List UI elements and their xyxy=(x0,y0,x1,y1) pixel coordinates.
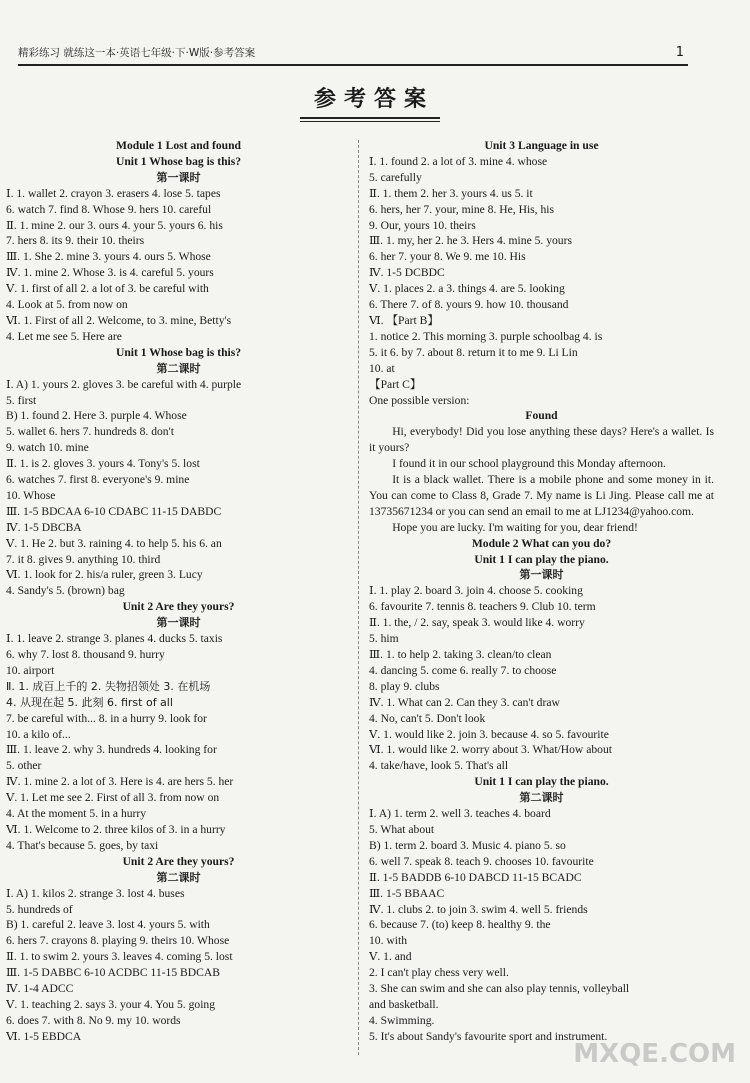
answer-line: 6. her 7. your 8. We 9. me 10. His xyxy=(369,250,526,264)
answer-line: 9. watch 10. mine xyxy=(6,441,89,455)
answer-line: Ⅳ. 1. What can 2. Can they 3. can't draw xyxy=(369,695,560,709)
answer-line: Ⅴ. 1. Let me see 2. First of all 3. from now on xyxy=(6,791,220,805)
answer-line: Ⅵ. 1. First of all 2. Welcome, to 3. mine, Betty's xyxy=(6,313,232,327)
answer-line: Ⅱ. 1. the, / 2. say, speak 3. would like 4. worry xyxy=(369,616,585,630)
answer-line: 7. hers 8. its 9. their 10. theirs xyxy=(6,234,145,248)
page-title: 参考答案 xyxy=(300,82,440,119)
answer-line: 4. Let me see 5. Here are xyxy=(6,329,122,343)
answer-line: 1. notice 2. This morning 3. purple schoolbag 4. is xyxy=(369,329,603,343)
answer-line: 4. 从现在起 5. 此刻 6. first of all xyxy=(6,695,173,709)
answer-line: 6. hers 7. crayons 8. playing 9. theirs 10. Whose xyxy=(6,934,230,948)
answer-line: B) 1. careful 2. leave 3. lost 4. yours 5. with xyxy=(6,918,210,932)
answer-line: 7. be careful with... 8. in a hurry 9. look for xyxy=(6,711,207,725)
header-title: 精彩练习 就练这一本·英语七年级·下·W版·参考答案 xyxy=(18,47,256,59)
answer-line: 6. why 7. lost 8. thousand 9. hurry xyxy=(6,648,165,661)
lesson-heading: 第一课时 xyxy=(156,170,201,184)
answer-line: 5. carefully xyxy=(369,170,422,184)
answer-line: 6. watches 7. first 8. everyone's 9. mine xyxy=(6,473,190,487)
answer-line: 6. hers, her 7. your, mine 8. He, His, his xyxy=(369,202,555,216)
answer-line: 【Part C】 xyxy=(369,377,422,391)
lesson-heading: 第一课时 xyxy=(156,616,201,630)
answer-line: 7. it 8. gives 9. anything 10. third xyxy=(6,552,161,566)
essay-paragraph: Hi, everybody! Did you lose anything these days? Here's a wallet. Is it yours? xyxy=(369,425,714,455)
answer-line: Ⅰ. 1. found 2. a lot of 3. mine 4. whose xyxy=(369,154,548,168)
essay-paragraph: It is a black wallet. There is a mobile phone and some money in it. You can come to Class 8, Grade 7. My name is Li Jing. Please call me at 13735671234 or you can send an email to me at LJ1234@yahoo.com. xyxy=(369,473,714,518)
page-number: 1 xyxy=(675,45,684,60)
section-heading: Module 2 What can you do? xyxy=(471,536,612,550)
answer-line: Ⅴ. 1. and xyxy=(369,950,412,964)
answer-line: B) 1. term 2. board 3. Music 4. piano 5. so xyxy=(369,838,566,852)
answer-line: Ⅲ. 1-5 BDCAA 6-10 CDABC 11-15 DABDC xyxy=(6,504,222,518)
answer-line: Ⅱ. 1. mine 2. our 3. ours 4. your 5. yours 6. his xyxy=(6,218,223,232)
answer-line: 10. a kilo of... xyxy=(6,727,71,741)
answer-line: Ⅴ. 1. would like 2. join 3. because 4. so 5. favourite xyxy=(369,727,609,741)
answer-line: Ⅳ. 1-5 DBCBA xyxy=(6,520,82,534)
answer-line: and basketball. xyxy=(369,997,439,1011)
answer-line: Ⅵ. 1-5 EBDCA xyxy=(6,1029,82,1043)
section-heading: Unit 1 I can play the piano. xyxy=(474,552,609,566)
answer-line: Ⅰ. 1. leave 2. strange 3. planes 4. ducks 5. taxis xyxy=(6,632,223,646)
answer-line: Ⅵ. 1. Welcome to 2. three kilos of 3. in a hurry xyxy=(6,822,226,836)
answer-line: Ⅳ. 1. mine 2. a lot of 3. Here is 4. are hers 5. her xyxy=(6,775,234,789)
answer-line: Ⅳ. 1-4 ADCC xyxy=(6,982,74,996)
answer-line: Ⅳ. 1-5 DCBDC xyxy=(369,266,445,280)
page-header xyxy=(18,40,688,66)
answer-line: Ⅴ. 1. He 2. but 3. raining 4. to help 5. his 6. an xyxy=(6,536,222,550)
answer-line: Ⅱ. 1. is 2. gloves 3. yours 4. Tony's 5. lost xyxy=(6,457,200,471)
column-divider xyxy=(358,140,359,1055)
answer-line: 5. him xyxy=(369,632,399,646)
section-heading: Unit 1 Whose bag is this? xyxy=(115,345,242,359)
answer-line: Ⅰ. A) 1. kilos 2. strange 3. lost 4. buses xyxy=(6,886,185,900)
answer-line: 2. I can't play chess very well. xyxy=(369,966,509,980)
section-heading: Found xyxy=(525,409,558,423)
answer-line: Ⅵ. 1. look for 2. his/a ruler, green 3. Lucy xyxy=(6,568,203,582)
lesson-heading: 第二课时 xyxy=(519,791,564,805)
section-heading: Module 1 Lost and found xyxy=(116,139,241,152)
answer-line: B) 1. found 2. Here 3. purple 4. Whose xyxy=(6,409,187,423)
essay-paragraph: Hope you are lucky. I'm waiting for you, dear friend! xyxy=(392,520,638,534)
answer-line: Ⅲ. 1-5 BBAAC xyxy=(369,886,445,900)
answer-line: 4. Swimming. xyxy=(369,1013,435,1027)
answer-line: Ⅰ. A) 1. yours 2. gloves 3. be careful with 4. purple xyxy=(6,377,242,391)
answer-line: Ⅱ. 1. to swim 2. yours 3. leaves 4. coming 5. lost xyxy=(6,950,233,964)
lesson-heading: 第二课时 xyxy=(156,870,201,884)
answer-line: Ⅲ. 1-5 DABBC 6-10 ACDBC 11-15 BDCAB xyxy=(6,966,220,980)
essay-paragraph: I found it in our school playground this Monday afternoon. xyxy=(392,457,666,471)
answer-line: 4. At the moment 5. in a hurry xyxy=(6,807,147,821)
answer-line: Ⅲ. 1. to help 2. taking 3. clean/to clean xyxy=(369,648,552,661)
answer-line: 5. wallet 6. hers 7. hundreds 8. don't xyxy=(6,425,174,439)
answer-line: 4. No, can't 5. Don't look xyxy=(369,711,486,725)
answer-line: Ⅵ. 1. would like 2. worry about 3. What/How about xyxy=(369,743,612,757)
answer-line: 6. favourite 7. tennis 8. teachers 9. Club 10. term xyxy=(369,600,596,614)
answer-line: 4. dancing 5. come 6. really 7. to choose xyxy=(369,663,557,677)
watermark-logo: MXQE.COM xyxy=(573,1039,736,1069)
answer-line: Ⅲ. 1. leave 2. why 3. hundreds 4. looking for xyxy=(6,743,217,757)
answer-line: 8. play 9. clubs xyxy=(369,679,440,693)
answer-line: Ⅴ. 1. teaching 2. says 3. your 4. You 5. going xyxy=(6,997,216,1011)
lesson-heading: 第一课时 xyxy=(519,568,564,582)
answer-line: 4. take/have, look 5. That's all xyxy=(369,759,509,773)
answer-line: 5. it 6. by 7. about 8. return it to me 9. Li Lin xyxy=(369,345,578,359)
answer-line: Ⅳ. 1. mine 2. Whose 3. is 4. careful 5. yours xyxy=(6,266,214,280)
answer-line: Ⅴ. 1. places 2. a 3. things 4. are 5. looking xyxy=(369,282,565,296)
answer-line: One possible version: xyxy=(369,393,470,407)
answer-line: 6. does 7. with 8. No 9. my 10. words xyxy=(6,1013,181,1027)
section-heading: Unit 2 Are they yours? xyxy=(122,600,235,614)
answer-line: Ⅵ. 【Part B】 xyxy=(369,313,439,327)
answer-line: 9. Our, yours 10. theirs xyxy=(369,218,476,232)
answer-line: Ⅴ. 1. first of all 2. a lot of 3. be careful with xyxy=(6,282,209,296)
answer-line: 6. There 7. of 8. yours 9. how 10. thousand xyxy=(369,298,569,312)
answer-line: 5. It's about Sandy's favourite sport and instrument. xyxy=(369,1029,608,1043)
answer-line: Ⅱ. 1-5 BADDB 6-10 DABCD 11-15 BCADC xyxy=(369,870,582,884)
answer-line: Ⅲ. 1. She 2. mine 3. yours 4. ours 5. Whose xyxy=(6,250,211,264)
answer-line: 3. She can swim and she can also play tennis, volleyball xyxy=(369,982,630,996)
answer-line: Ⅱ. 1. them 2. her 3. yours 4. us 5. it xyxy=(369,186,533,200)
answer-line: 5. other xyxy=(6,759,42,773)
answer-line: Ⅳ. 1. clubs 2. to join 3. swim 4. well 5. friends xyxy=(369,902,588,916)
answer-line: Ⅰ. 1. wallet 2. crayon 3. erasers 4. lose 5. tapes xyxy=(6,186,221,200)
answer-line: 6. well 7. speak 8. teach 9. chooses 10. favourite xyxy=(369,854,594,868)
right-column xyxy=(369,138,714,1045)
answer-line: 4. Sandy's 5. (brown) bag xyxy=(6,584,125,598)
answer-line: 6. because 7. (to) keep 8. healthy 9. the xyxy=(369,918,551,932)
section-heading: Unit 1 I can play the piano. xyxy=(474,775,609,789)
section-heading: Unit 1 Whose bag is this? xyxy=(115,154,242,168)
answer-line: 10. with xyxy=(369,934,408,948)
answer-line: 10. Whose xyxy=(6,488,56,502)
section-heading: Unit 2 Are they yours? xyxy=(122,854,235,868)
left-column xyxy=(6,138,351,1045)
answer-line: 4. That's because 5. goes, by taxi xyxy=(6,838,159,852)
answer-line: Ⅱ. 1. 成百上千的 2. 失物招领处 3. 在机场 xyxy=(6,679,211,693)
title-wrap xyxy=(0,82,740,119)
answer-line: Ⅰ. 1. play 2. board 3. join 4. choose 5. cooking xyxy=(369,584,583,598)
lesson-heading: 第二课时 xyxy=(156,361,201,375)
answer-line: Ⅰ. A) 1. term 2. well 3. teaches 4. board xyxy=(369,807,551,821)
answer-line: 10. airport xyxy=(6,663,55,677)
section-heading: Unit 3 Language in use xyxy=(484,139,599,152)
answer-line: 5. What about xyxy=(369,822,435,836)
answer-line: Ⅲ. 1. my, her 2. he 3. Hers 4. mine 5. yours xyxy=(369,234,572,248)
answer-line: 4. Look at 5. from now on xyxy=(6,298,128,312)
answer-line: 10. at xyxy=(369,361,395,375)
answer-line: 5. first xyxy=(6,393,37,407)
answer-line: 5. hundreds of xyxy=(6,902,73,916)
answer-line: 6. watch 7. find 8. Whose 9. hers 10. careful xyxy=(6,202,212,216)
